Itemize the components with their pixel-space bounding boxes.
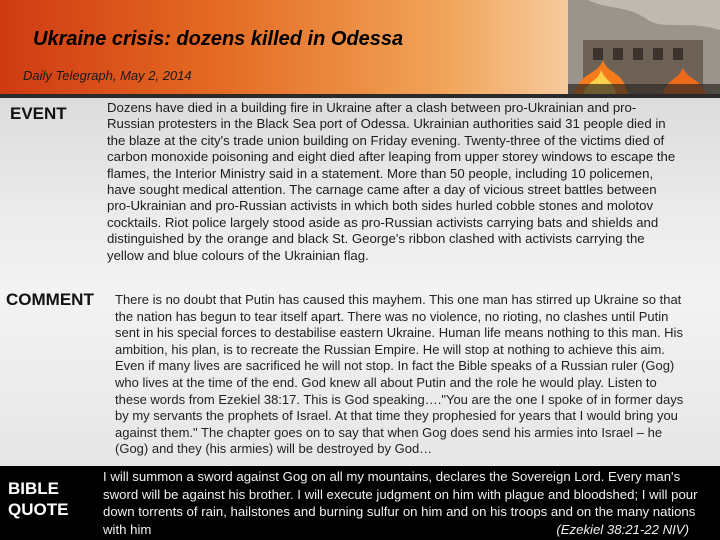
bible-quote-body: I will summon a sword against Gog on all my mountains, declares the Sovereign Lord. Every man's sword will be against his brother. I will execute judgment on him with plague and bloodshed; I will pour down torrents of rain, hailstones and burning sulfur on him and on his troops and on the many nations with him	[103, 469, 698, 537]
bible-quote-label-line2: QUOTE	[8, 500, 69, 519]
page-title: Ukraine crisis: dozens killed in Odessa	[33, 28, 404, 50]
comment-text: There is no doubt that Putin has caused this mayhem. This one man has stirred up Ukraine so that the nation has begun to tear itself apart. There was no violence, no rioting, no clashes until Putin sent in his special forces to destabilise eastern Ukraine. Human life means nothing to this man. His ambition, his plan, is to recreate the Russian Empire. He will stop at nothing to achieve this aim. Even if many lives are sacrificed he will not stop. In fact the Bible speaks of a Russian ruler (Gog) who lives at the time of the end. God knew all about Putin and the role he would play. Listen to these words from Ezekiel 38:17. This is God speaking…."You are the one I spoke of in former days by my servants the prophets of Israel. At that time they prophesied for years that I would bring you against them." The chapter goes on to say that when Gog does send his armies into Israel – he (Gog) and they (his armies) will be destroyed by God…	[115, 292, 684, 457]
event-text: Dozens have died in a building fire in Ukraine after a clash between pro-Ukrainian and pro-Russian protesters in the Black Sea port of Odessa. Ukrainian authorities said 31 people died in the blaze at the city's trade union building on Friday evening. Twenty-three of the victims died of carbon monoxide poisoning and eight died after leaping from upper storey windows to escape the flames, the Interior Ministry said in a statement. More than 50 people, including 10 policemen, have sought medical attention. The carnage came after a day of vicious street battles between pro-Ukrainian and pro-Russian activists in which both sides hurled cobble stones and molotov cocktails. Riot police largely stood aside as pro-Russian activists carrying bats and shields and distinguished by the orange and black St. George's ribbon clashed with activists carrying the yellow and blue colours of the Ukrainian flag.	[107, 100, 676, 263]
source-citation: Daily Telegraph, May 2, 2014	[23, 68, 192, 83]
bible-quote-reference: (Ezekiel 38:21-22 NIV)	[556, 521, 689, 537]
bible-quote-label	[8, 478, 68, 520]
fire-photo	[568, 0, 720, 94]
event-label: EVENT	[10, 104, 67, 123]
bible-quote-label-line1: BIBLE	[8, 479, 59, 498]
comment-label: COMMENT	[6, 290, 94, 309]
bible-quote-text	[103, 468, 713, 538]
